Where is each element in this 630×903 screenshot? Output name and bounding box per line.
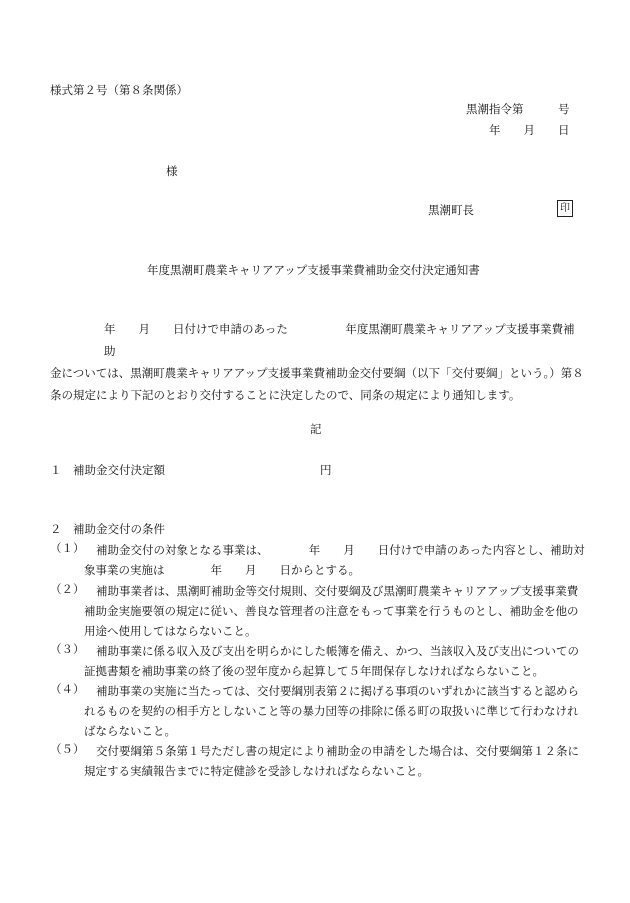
- condition-number: （３）: [50, 642, 85, 656]
- condition-text: 補助事業の実施に当たっては、交付要綱別表第２に掲げる事項のいずれかに該当すると認められるものを契約の相手方としないこと等の暴力団等の排除に係る町の取扱いに準じて行わなければならないこと。: [84, 684, 579, 738]
- condition-number: （５）: [50, 742, 85, 756]
- addressee: 様: [166, 164, 178, 178]
- issue-date: 年 月 日: [489, 123, 570, 137]
- condition-5: [50, 741, 585, 781]
- intro-line-1: 年 月 日付けで申請のあった 年度黒潮町農業キャリアアップ支援事業費補助: [104, 322, 575, 358]
- condition-number: （１）: [50, 541, 85, 555]
- ki-heading: 記: [310, 422, 322, 436]
- item2-label: ２ 補助金交付の条件: [50, 522, 165, 536]
- condition-text: 補助事業者は、黒潮町補助金等交付規則、交付要綱及び黒潮町農業キャリアアップ支援事業費補助金実施要領の規定に従い、善良な管理者の注意をもって事業を行うものとし、補助金を他の用途へ使用してはならないこと。: [84, 584, 579, 638]
- condition-1: [50, 540, 585, 580]
- item1-unit: 円: [320, 463, 332, 477]
- form-label: 様式第２号（第８条関係）: [50, 83, 188, 97]
- document-title: 年度黒潮町農業キャリアアップ支援事業費補助金交付決定通知書: [147, 263, 480, 277]
- item1-label: １ 補助金交付決定額: [50, 463, 165, 477]
- seal-mark: 印: [557, 200, 573, 217]
- intro-line-3: 条の規定により下記のとおり交付することに決定したので、同条の規定により通知します。: [50, 388, 521, 402]
- condition-number: （２）: [50, 582, 85, 596]
- condition-text: 補助事業に係る収入及び支出を明らかにした帳簿を備え、かつ、当該収入及び支出についての証拠書類を補助事業の終了後の翌年度から起算して５年間保存しなければならないこと。: [84, 644, 579, 678]
- issuer-name: 黒潮町長: [428, 203, 474, 217]
- condition-text: 補助金交付の対象となる事業は、 年 月 日付けで申請のあった内容とし、補助対象事業の実施は 年 月 日からとする。: [84, 543, 585, 577]
- condition-2: [50, 581, 585, 641]
- condition-4: [50, 681, 585, 741]
- condition-number: （４）: [50, 682, 85, 696]
- condition-3: [50, 641, 585, 681]
- intro-line-2: 金については、黒潮町農業キャリアアップ支援事業費補助金交付要綱（以下「交付要綱」という。）第８: [50, 366, 584, 380]
- condition-text: 交付要綱第５条第１号ただし書の規定により補助金の申請をした場合は、交付要綱第１２条に規定する実績報告までに特定健診を受診しなければならないこと。: [84, 744, 579, 778]
- intro-paragraph: [50, 318, 585, 406]
- document-number: 黒潮指令第 号: [466, 102, 570, 116]
